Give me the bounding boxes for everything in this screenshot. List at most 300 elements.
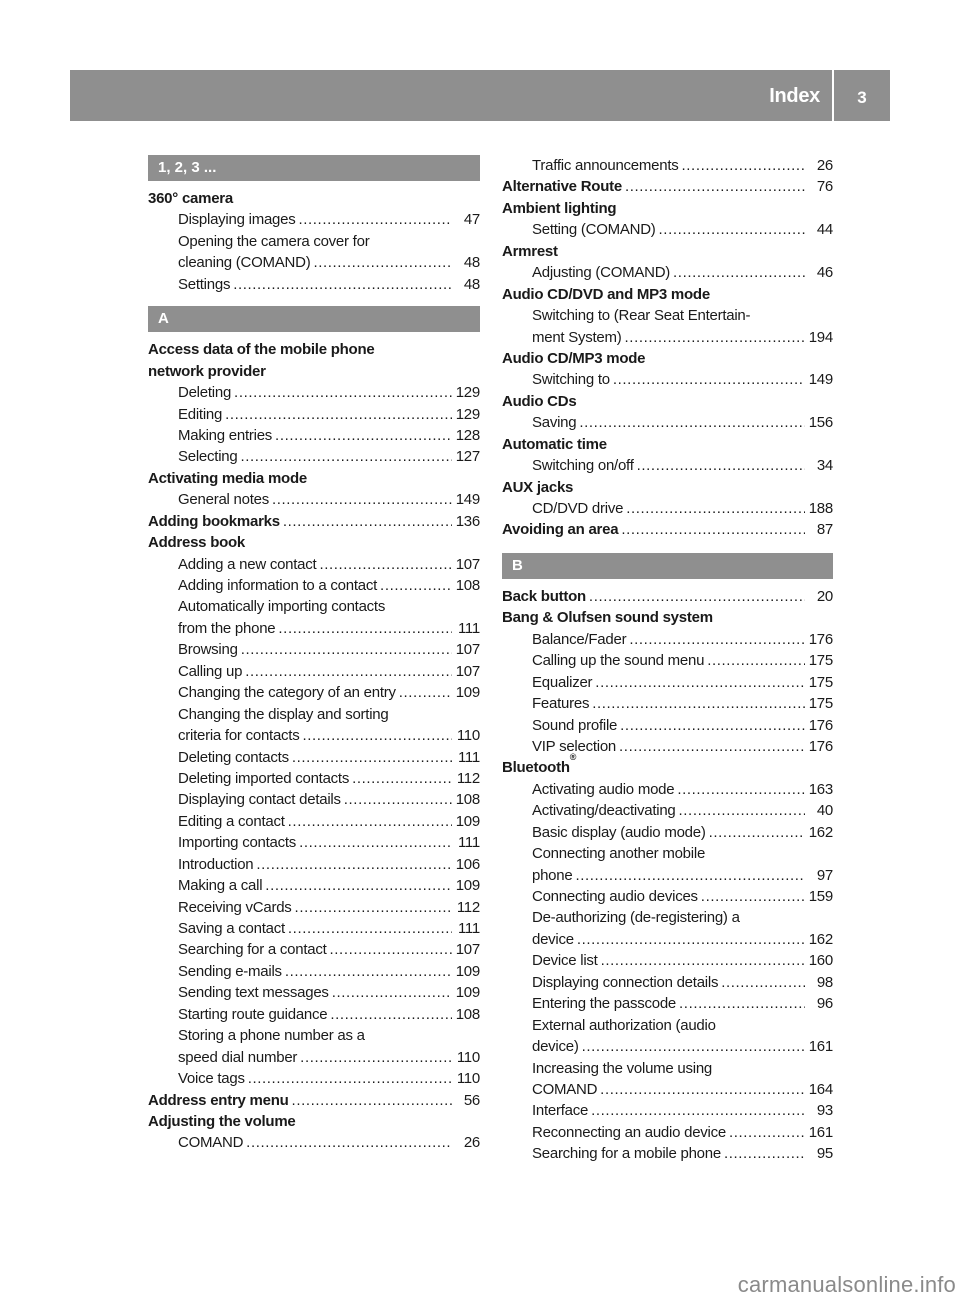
index-subentry xyxy=(502,1058,833,1079)
page-reference[interactable]: 107 xyxy=(455,641,480,659)
dot-leader xyxy=(677,779,804,800)
index-subentry xyxy=(148,1025,480,1046)
page-reference[interactable]: 107 xyxy=(455,555,480,573)
dot-leader xyxy=(245,661,452,682)
dot-leader xyxy=(256,854,451,875)
index-subentry xyxy=(502,950,833,971)
index-subentry xyxy=(502,498,833,519)
page-reference[interactable]: 34 xyxy=(816,457,833,475)
dot-leader xyxy=(575,865,805,886)
page-reference[interactable]: 110 xyxy=(456,727,480,745)
dot-leader xyxy=(721,972,805,993)
entry-label: Audio CD/MP3 mode xyxy=(502,349,646,367)
entry-label: Bluetooth xyxy=(502,759,570,777)
dot-leader xyxy=(285,961,452,982)
index-subentry xyxy=(148,382,480,403)
page-reference[interactable]: 175 xyxy=(808,695,833,713)
index-subentry xyxy=(148,768,480,789)
entry-label: Audio CDs xyxy=(502,392,577,410)
entry-label: Displaying images xyxy=(178,211,296,229)
page-reference[interactable]: 162 xyxy=(808,930,833,948)
dot-leader xyxy=(682,155,805,176)
entry-label: VIP selection xyxy=(532,737,617,755)
entry-list xyxy=(502,586,833,1165)
index-entry xyxy=(148,468,480,489)
dot-leader xyxy=(724,1143,805,1164)
dot-leader xyxy=(679,800,805,821)
dot-leader xyxy=(380,575,452,596)
index-subentry xyxy=(148,918,480,939)
index-subentry xyxy=(502,693,833,714)
entry-label: Adding bookmarks xyxy=(148,512,280,530)
entry-label: Changing the display and sorting xyxy=(178,705,389,723)
entry-label: Saving xyxy=(532,414,577,432)
dot-leader xyxy=(592,693,805,714)
entry-label: Connecting audio devices xyxy=(532,888,698,905)
entry-label: Settings xyxy=(178,275,231,293)
page-reference[interactable]: 108 xyxy=(455,1005,480,1023)
page-reference[interactable]: 87 xyxy=(816,521,833,539)
dot-leader xyxy=(659,219,805,240)
index-subentry xyxy=(148,789,480,810)
entry-label: Changing the category of an entry xyxy=(178,684,396,702)
index-subentry xyxy=(148,274,480,295)
entry-label: Ambient lighting xyxy=(502,199,617,217)
dot-leader xyxy=(637,455,805,476)
index-subentry xyxy=(148,639,480,660)
page-reference[interactable]: 160 xyxy=(808,952,833,970)
page-reference[interactable]: 188 xyxy=(808,500,833,517)
entry-label: Increasing the volume using xyxy=(532,1059,713,1077)
entry-label: Editing xyxy=(178,405,223,423)
dot-leader xyxy=(613,369,805,390)
page-reference[interactable]: 162 xyxy=(808,823,833,841)
entry-label: Automatic time xyxy=(502,435,607,453)
page-reference[interactable]: 109 xyxy=(455,877,480,895)
dot-leader xyxy=(629,629,804,650)
index-entry xyxy=(502,391,833,412)
page-reference[interactable]: 129 xyxy=(455,384,480,402)
page-reference[interactable]: 136 xyxy=(455,512,480,530)
entry-label: Voice tags xyxy=(178,1070,245,1088)
page-reference[interactable]: 111 xyxy=(457,920,480,937)
entry-label: Activating/deactivating xyxy=(532,802,676,820)
entry-label: Reconnecting an audio device xyxy=(532,1123,726,1141)
entry-label: Entering the passcode xyxy=(532,995,677,1013)
entry-label: Access data of the mobile phone xyxy=(148,341,375,359)
page-reference[interactable]: 95 xyxy=(816,1145,833,1163)
dot-leader xyxy=(595,672,804,693)
index-subentry xyxy=(502,736,833,757)
entry-label: Deleting contacts xyxy=(178,748,289,766)
page-reference[interactable]: 107 xyxy=(455,941,480,959)
index-subentry xyxy=(148,832,480,853)
index-subentry xyxy=(502,822,833,843)
page-reference[interactable]: 175 xyxy=(808,652,833,670)
dot-leader xyxy=(234,382,452,403)
index-subentry xyxy=(148,231,480,252)
index-subentry xyxy=(148,1047,480,1068)
page-reference[interactable]: 20 xyxy=(816,587,833,605)
entry-label: Displaying contact details xyxy=(178,791,341,809)
index-subentry xyxy=(148,939,480,960)
index-subentry xyxy=(502,993,833,1014)
index-column-left xyxy=(148,155,480,1154)
page-reference[interactable]: 109 xyxy=(455,684,480,702)
entry-label: criteria for contacts xyxy=(178,727,300,745)
entry-label: Device list xyxy=(532,952,598,970)
entry-label: Armrest xyxy=(502,242,558,260)
index-subentry xyxy=(148,961,480,982)
dot-leader xyxy=(679,993,805,1014)
index-subentry xyxy=(148,682,480,703)
index-subentry xyxy=(148,404,480,425)
page-reference[interactable]: 111 xyxy=(457,834,480,852)
page-reference[interactable]: 176 xyxy=(808,716,833,734)
page-reference[interactable]: 163 xyxy=(808,780,833,798)
page-reference[interactable]: 127 xyxy=(455,448,480,466)
entry-label: Calling up the sound menu xyxy=(532,652,705,670)
index-subentry xyxy=(502,455,833,476)
dot-leader xyxy=(300,1047,452,1068)
page-reference[interactable]: 47 xyxy=(463,211,480,229)
entry-label: Audio CD/DVD and MP3 mode xyxy=(502,285,710,303)
entry-label: from the phone xyxy=(178,619,276,637)
dot-leader xyxy=(577,929,805,950)
entry-label: Automatically importing contacts xyxy=(178,598,386,616)
index-entry xyxy=(502,607,833,628)
entry-label: General notes xyxy=(178,491,269,509)
page-reference[interactable]: 110 xyxy=(456,1070,480,1088)
index-subentry xyxy=(502,219,833,240)
page-reference[interactable]: 76 xyxy=(816,178,833,196)
index-subentry xyxy=(148,575,480,596)
entry-list xyxy=(148,188,480,295)
dot-leader xyxy=(625,176,805,197)
index-entry xyxy=(502,198,833,219)
entry-label: Displaying connection details xyxy=(532,973,719,991)
page-reference[interactable]: 108 xyxy=(455,791,480,809)
page-reference[interactable]: 109 xyxy=(455,984,480,1002)
index-subentry xyxy=(502,155,833,176)
page-reference[interactable]: 161 xyxy=(808,1123,833,1141)
dot-leader xyxy=(707,650,805,671)
dot-leader xyxy=(295,897,452,918)
entry-label: Interface xyxy=(532,1102,589,1120)
entry-label: Deleting xyxy=(178,384,232,402)
entry-label: Making a call xyxy=(178,877,263,895)
entry-label: Connecting another mobile xyxy=(532,845,706,863)
index-entry xyxy=(148,532,480,553)
page-reference[interactable]: 106 xyxy=(455,855,480,873)
page-reference[interactable]: 149 xyxy=(455,491,480,509)
index-subentry xyxy=(148,854,480,875)
entry-label: device) xyxy=(532,1038,579,1056)
entry-label: Activating audio mode xyxy=(532,780,675,798)
entry-label: Switching on/off xyxy=(532,457,634,475)
page-reference[interactable]: 48 xyxy=(463,275,480,293)
dot-leader xyxy=(601,950,805,971)
entry-label: network provider xyxy=(148,362,266,380)
index-subentry xyxy=(148,661,480,682)
page-reference[interactable]: 149 xyxy=(808,371,833,389)
dot-leader xyxy=(283,511,452,532)
entry-label: phone xyxy=(532,866,573,884)
page-reference[interactable]: 164 xyxy=(808,1080,833,1098)
page-reference[interactable]: 56 xyxy=(463,1091,480,1109)
page-reference[interactable]: 46 xyxy=(816,264,833,282)
index-subentry xyxy=(502,886,833,907)
index-subentry xyxy=(502,629,833,650)
index-entry xyxy=(148,1111,480,1132)
entry-label: Traffic announcements xyxy=(532,157,679,174)
index-subentry xyxy=(502,779,833,800)
index-entry xyxy=(148,361,480,382)
entry-label: speed dial number xyxy=(178,1048,298,1066)
entry-label: Alternative Route xyxy=(502,178,622,196)
dot-leader xyxy=(299,832,452,853)
page-reference[interactable]: 40 xyxy=(816,802,833,820)
index-entry xyxy=(502,477,833,498)
index-entry xyxy=(148,339,480,360)
header-bar xyxy=(70,70,832,121)
index-subentry xyxy=(148,425,480,446)
page-number: 3 xyxy=(857,88,867,107)
entry-label: Activating media mode xyxy=(148,469,307,487)
entry-label: Sending e-mails xyxy=(178,962,282,980)
index-subentry xyxy=(148,252,480,273)
page-reference[interactable]: 96 xyxy=(816,995,833,1013)
page-reference[interactable]: 26 xyxy=(463,1134,480,1152)
index-subentry xyxy=(502,1122,833,1143)
dot-leader xyxy=(582,1036,805,1057)
index-column-right xyxy=(502,155,833,1165)
header-title: Index xyxy=(769,85,820,107)
page-reference[interactable]: 26 xyxy=(816,157,833,174)
page-reference[interactable]: 112 xyxy=(456,769,480,787)
index-subentry xyxy=(148,489,480,510)
dot-leader xyxy=(248,1068,452,1089)
page-reference[interactable]: 111 xyxy=(457,619,480,637)
index-subentry xyxy=(502,369,833,390)
dot-leader xyxy=(399,682,452,703)
page-reference[interactable]: 194 xyxy=(808,328,833,346)
page-reference[interactable]: 161 xyxy=(808,1038,833,1056)
index-subentry xyxy=(148,704,480,725)
index-entry xyxy=(502,176,833,197)
entry-label: Setting (COMAND) xyxy=(532,221,656,239)
dot-leader xyxy=(673,262,805,283)
page-reference[interactable]: 93 xyxy=(816,1102,833,1120)
dot-leader xyxy=(352,768,452,789)
entry-label: Avoiding an area xyxy=(502,521,619,539)
page-reference[interactable]: 97 xyxy=(816,866,833,884)
page-number-box xyxy=(834,70,890,121)
index-subentry xyxy=(148,725,480,746)
page-reference[interactable]: 159 xyxy=(808,888,833,905)
registered-mark: ® xyxy=(569,752,577,763)
dot-leader xyxy=(298,209,452,230)
index-entry xyxy=(502,586,833,607)
dot-leader xyxy=(225,404,452,425)
page-reference[interactable]: 110 xyxy=(456,1048,480,1066)
entry-label: Starting route guidance xyxy=(178,1005,328,1023)
index-subentry xyxy=(502,907,833,928)
index-subentry xyxy=(502,262,833,283)
entry-label: Saving a contact xyxy=(178,920,285,937)
section-header-123: 1, 2, 3 ... xyxy=(148,155,480,181)
index-subentry xyxy=(502,1100,833,1121)
entry-label: Address entry menu xyxy=(148,1091,289,1109)
dot-leader xyxy=(330,1004,451,1025)
index-subentry xyxy=(502,327,833,348)
entry-label: Calling up xyxy=(178,662,243,680)
index-subentry xyxy=(148,747,480,768)
index-subentry xyxy=(148,811,480,832)
dot-leader xyxy=(302,725,452,746)
entry-label: Sound profile xyxy=(532,716,618,734)
page-reference[interactable]: 175 xyxy=(808,673,833,691)
page-reference[interactable]: 98 xyxy=(816,973,833,991)
entry-label: Adding information to a contact xyxy=(178,577,378,594)
entry-label: Opening the camera cover for xyxy=(178,232,370,250)
entry-label: device xyxy=(532,930,574,948)
index-subentry xyxy=(502,650,833,671)
page-reference[interactable]: 109 xyxy=(455,812,480,830)
dot-leader xyxy=(701,886,805,907)
entry-label: Basic display (audio mode) xyxy=(532,823,706,841)
index-entry xyxy=(148,511,480,532)
index-subentry xyxy=(502,929,833,950)
section-header-b: B xyxy=(502,553,833,579)
index-subentry xyxy=(148,446,480,467)
entry-label: Sending text messages xyxy=(178,984,329,1002)
entry-label: COMAND xyxy=(532,1080,598,1098)
index-subentry xyxy=(502,305,833,326)
dot-leader xyxy=(319,554,451,575)
dot-leader xyxy=(579,412,804,433)
page-reference[interactable]: 112 xyxy=(456,898,480,916)
index-subentry xyxy=(148,209,480,230)
index-entry xyxy=(502,434,833,455)
dot-leader xyxy=(626,498,805,519)
dot-leader xyxy=(619,736,805,757)
page-reference[interactable]: 176 xyxy=(808,737,833,755)
index-subentry xyxy=(502,412,833,433)
dot-leader xyxy=(265,875,451,896)
dot-leader xyxy=(600,1079,805,1100)
page-reference[interactable]: 48 xyxy=(463,254,480,272)
page-reference[interactable]: 156 xyxy=(808,414,833,432)
page-reference[interactable]: 108 xyxy=(455,577,480,594)
entry-list xyxy=(502,155,833,541)
entry-label: Receiving vCards xyxy=(178,898,292,916)
entry-label: Adjusting (COMAND) xyxy=(532,264,671,282)
index-entry xyxy=(148,1090,480,1111)
entry-label: Importing contacts xyxy=(178,834,297,852)
index-subentry xyxy=(502,865,833,886)
page-reference[interactable]: 128 xyxy=(455,426,480,444)
index-subentry xyxy=(148,982,480,1003)
dot-leader xyxy=(591,1100,805,1121)
index-entry xyxy=(148,188,480,209)
dot-leader xyxy=(729,1122,805,1143)
entry-label: 360° camera xyxy=(148,190,233,207)
entry-label: Searching for a mobile phone xyxy=(532,1145,721,1163)
index-subentry xyxy=(502,843,833,864)
dot-leader xyxy=(344,789,452,810)
entry-label: ment System) xyxy=(532,328,622,346)
index-entry xyxy=(502,241,833,262)
page-reference[interactable]: 109 xyxy=(455,962,480,980)
dot-leader xyxy=(313,252,452,273)
entry-label: Address book xyxy=(148,534,246,552)
entry-label: Switching to (Rear Seat Entertain- xyxy=(532,307,751,325)
section-header-a: A xyxy=(148,306,480,332)
entry-label: AUX jacks xyxy=(502,478,574,496)
entry-label: Making entries xyxy=(178,426,273,444)
index-subentry xyxy=(148,1004,480,1025)
index-subentry xyxy=(148,618,480,639)
index-subentry xyxy=(502,972,833,993)
entry-label: Selecting xyxy=(178,448,238,466)
entry-label: Balance/Fader xyxy=(532,630,627,648)
entry-label: Switching to xyxy=(532,371,610,389)
entry-label: COMAND xyxy=(178,1134,244,1152)
dot-leader xyxy=(241,639,452,660)
index-subentry xyxy=(148,596,480,617)
index-subentry xyxy=(148,875,480,896)
index-subentry xyxy=(502,715,833,736)
entry-label: De-authorizing (de-registering) a xyxy=(532,909,740,927)
dot-leader xyxy=(589,586,805,607)
entry-label: Back button xyxy=(502,587,586,605)
dot-leader xyxy=(233,274,452,295)
entry-label: CD/DVD drive xyxy=(532,500,624,517)
index-subentry xyxy=(502,672,833,693)
entry-label: cleaning (COMAND) xyxy=(178,254,311,272)
dot-leader xyxy=(332,982,452,1003)
entry-label: Adjusting the volume xyxy=(148,1112,296,1130)
dot-leader xyxy=(709,822,805,843)
index-subentry xyxy=(502,1143,833,1164)
index-subentry xyxy=(148,897,480,918)
page-reference[interactable]: 176 xyxy=(808,630,833,648)
page-reference[interactable]: 44 xyxy=(816,221,833,239)
index-entry xyxy=(502,519,833,540)
entry-label: Browsing xyxy=(178,641,238,659)
index-subentry xyxy=(148,554,480,575)
page-reference[interactable]: 107 xyxy=(455,662,480,680)
index-entry xyxy=(502,752,833,778)
index-subentry xyxy=(148,1068,480,1089)
dot-leader xyxy=(272,489,452,510)
index-subentry xyxy=(502,800,833,821)
entry-label: Features xyxy=(532,695,590,713)
index-entry xyxy=(502,348,833,369)
index-subentry xyxy=(502,1015,833,1036)
entry-label: Searching for a contact xyxy=(178,941,327,959)
entry-label: Bang & Olufsen sound system xyxy=(502,609,713,627)
page-reference[interactable]: 129 xyxy=(455,405,480,423)
entry-label: Storing a phone number as a xyxy=(178,1027,365,1045)
page-reference[interactable]: 111 xyxy=(457,748,480,766)
dot-leader xyxy=(292,1090,452,1111)
dot-leader xyxy=(621,519,805,540)
index-entry xyxy=(502,284,833,305)
dot-leader xyxy=(246,1132,452,1153)
dot-leader xyxy=(288,918,452,939)
